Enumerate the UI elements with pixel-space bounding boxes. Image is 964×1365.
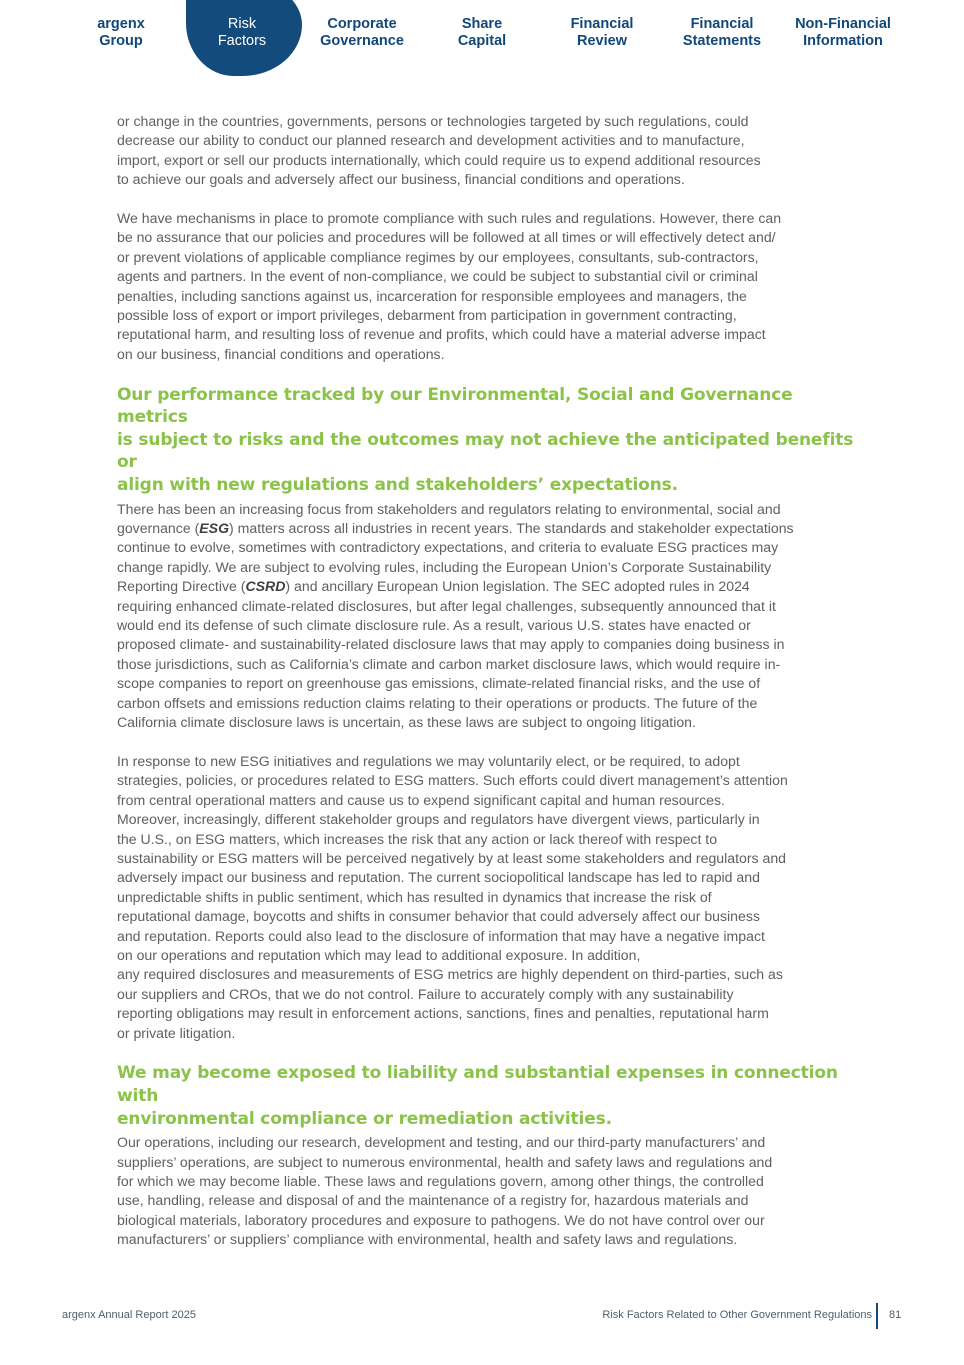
paragraph: Our operations, including our research, development and testing, and our third-party manufacturers’ and suppliers’ operations, are subject to numerous environmental, health and safety laws and regulations and for which we may become liable. These laws and regulations govern, among other things, the controlled use, handling, release and disposal of and the maintenance of a registry for, hazardous materials and biological materials, laboratory procedures and exposure to pathogens. We do not have control over our manufacturers’ or suppliers’ compliance with environmental, health and safety laws and regulations.	[117, 1134, 773, 1248]
nav-tab-label: Risk Factors	[217, 15, 267, 49]
top-navigation	[0, 0, 964, 80]
page-number: 81	[889, 1309, 902, 1321]
nav-tab-label: argenx Group	[97, 15, 145, 49]
nav-tab-label: Corporate Governance	[320, 15, 404, 49]
footer-divider	[876, 1303, 878, 1329]
nav-tab-financial-review[interactable]	[542, 0, 662, 66]
paragraph: We have mechanisms in place to promote compliance with such rules and regulations. However, there can be no assurance that our policies and procedures will be followed at all times or will effectively detect and/ or prevent violations of applicable compliance regimes by our employees, consultants, sub-contractors, agents and partners. In the event of non-compliance, we could be subject to substantial civil or criminal penalties, including sanctions against us, incarceration for responsible employees and managers, the possible loss of export or import privileges, debarment from participation in government contracting, reputational harm, and resulting loss of revenue and profits, which could have a material adverse impact on our business, financial conditions and operations.	[117, 210, 782, 362]
nav-tab-label: Financial Statements	[682, 15, 762, 49]
paragraph: or change in the countries, governments, persons or technologies targeted by such regulations, could decrease our ability to conduct our planned research and development activities and to manufacture, import, export or sell our products internationally, which could require us to expend additional resources to achieve our goals and adversely affect our business, financial conditions and operations.	[117, 113, 761, 188]
nav-tab-label: Share Capital	[457, 15, 507, 49]
footer-section-title: Risk Factors Related to Other Government Regulations	[602, 1309, 872, 1321]
nav-tab-risk-factors[interactable]	[182, 0, 302, 66]
nav-tab-argenx-group[interactable]	[61, 0, 181, 66]
defined-term: ESG	[199, 520, 230, 537]
nav-tab-non-financial-information[interactable]	[783, 0, 903, 66]
nav-tab-label: Financial Review	[570, 15, 634, 49]
section-heading: Our performance tracked by our Environmental, Social and Governance metrics is subject to risks and the outcomes may not achieve the anticipated benefits or align with new regulations and stakeholders’ expectations.	[117, 384, 854, 496]
paragraph	[117, 500, 857, 733]
paragraph-text: ) and ancillary European Union legislation. The SEC adopted rules in 2024 requiring enhanced climate-related disclosures, but after legal challenges, subsequently announced that it would end its defense of such climate disclosure rule. As a result, various U.S. states have enacted or proposed climate- and sustainability-related disclosure laws that may apply to companies doing business in those jurisdictions, such as California’s climate and carbon market disclosure laws, which would require in- scope companies to report on greenhouse gas emissions, climate-related financial risks, and the use of carbon offsets and emissions reduction claims relating to their operations or products. The future of the California climate disclosure laws is uncertain, as these laws are subject to ongoing litigation.	[117, 578, 785, 731]
paragraph-text: ) matters across all industries in recent years. The standards and stakeholder expectations continue to evolve, sometimes with contradictory expectations, and criteria to evaluate ESG practices may change rapidly. We are subject to evolving rules, including the European Union’s Corporate Sustainability Reporting Directive (	[117, 520, 794, 595]
defined-term: CSRD	[245, 578, 286, 595]
nav-tab-corporate-governance[interactable]	[302, 0, 422, 66]
main-content	[117, 112, 857, 1250]
nav-tab-label: Non-Financial Information	[795, 15, 891, 49]
paragraph: In response to new ESG initiatives and regulations we may voluntarily elect, or be required, to adopt strategies, policies, or procedures related to ESG matters. Such efforts could divert management’s attention from central operational matters and cause us to expend significant capital and human resources. Moreover, increasingly, different stakeholder groups and regulators have divergent views, particularly in the U.S., on ESG matters, which increases the risk that any action or lack thereof with respect to sustainability or ESG matters will be perceived negatively by at least some stakeholders and regulators and adversely impact our business and reputation. The current sociopolitical landscape has led to rapid and unpredictable shifts in public sentiment, which has resulted in dynamics that increase the risk of reputational damage, boycotts and shifts in consumer behavior that could adversely affect our business and reputation. Reports could also lead to the disclosure of information that may have a negative impact on our operations and reputation which may lead to additional exposure. In addition, any required disclosures and measurements of ESG metrics are highly dependent on third-parties, such as our suppliers and CROs, that we do not control. Failure to accurately comply with any sustainability reporting obligations may result in enforcement actions, sanctions, fines and penalties, reputational harm or private litigation.	[117, 752, 788, 1041]
paragraph-text: There has been an increasing focus from stakeholders and regulators relating to environmental, social and governance (	[117, 500, 781, 537]
footer-report-title: argenx Annual Report 2025	[62, 1309, 196, 1321]
section-heading: We may become exposed to liability and substantial expenses in connection with environmental compliance or remediation activities.	[117, 1063, 838, 1129]
nav-tab-financial-statements[interactable]	[662, 0, 782, 66]
nav-tab-share-capital[interactable]	[422, 0, 542, 66]
